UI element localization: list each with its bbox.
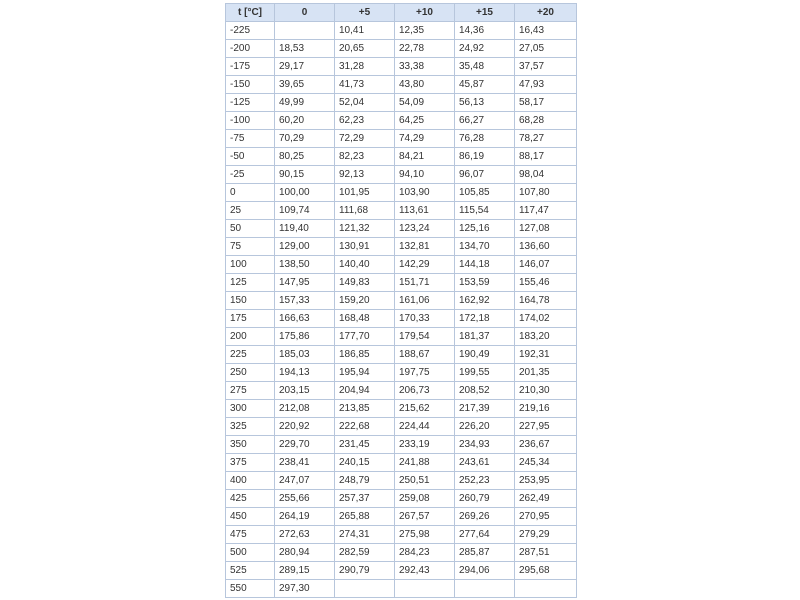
resistance-value-cell: 229,70 <box>275 436 335 454</box>
resistance-value-cell: 136,60 <box>515 238 577 256</box>
resistance-value-cell: 113,61 <box>395 202 455 220</box>
resistance-value-cell: 224,44 <box>395 418 455 436</box>
resistance-value-cell: 234,93 <box>455 436 515 454</box>
resistance-value-cell: 84,21 <box>395 148 455 166</box>
resistance-value-cell: 227,95 <box>515 418 577 436</box>
resistance-value-cell: 222,68 <box>335 418 395 436</box>
resistance-value-cell: 64,25 <box>395 112 455 130</box>
temperature-cell: -25 <box>226 166 275 184</box>
resistance-value-cell: 155,46 <box>515 274 577 292</box>
resistance-value-cell: 132,81 <box>395 238 455 256</box>
resistance-value-cell: 179,54 <box>395 328 455 346</box>
resistance-value-cell: 272,63 <box>275 526 335 544</box>
temperature-cell: -75 <box>226 130 275 148</box>
resistance-value-cell: 27,05 <box>515 40 577 58</box>
resistance-value-cell: 60,20 <box>275 112 335 130</box>
header-cell-offset-0: 0 <box>275 4 335 22</box>
resistance-value-cell: 213,85 <box>335 400 395 418</box>
resistance-value-cell: 86,19 <box>455 148 515 166</box>
temperature-cell: 425 <box>226 490 275 508</box>
resistance-value-cell: 138,50 <box>275 256 335 274</box>
resistance-value-cell: 24,92 <box>455 40 515 58</box>
table-row <box>226 94 577 112</box>
resistance-value-cell: 49,99 <box>275 94 335 112</box>
table-row <box>226 292 577 310</box>
resistance-value-cell: 151,71 <box>395 274 455 292</box>
resistance-value-cell: 31,28 <box>335 58 395 76</box>
resistance-value-cell: 121,32 <box>335 220 395 238</box>
table-row <box>226 256 577 274</box>
resistance-value-cell: 115,54 <box>455 202 515 220</box>
resistance-value-cell: 62,23 <box>335 112 395 130</box>
resistance-value-cell: 10,41 <box>335 22 395 40</box>
table-header <box>226 4 577 22</box>
temperature-cell: 150 <box>226 292 275 310</box>
resistance-value-cell: 289,15 <box>275 562 335 580</box>
resistance-value-cell: 58,17 <box>515 94 577 112</box>
table-row <box>226 364 577 382</box>
resistance-value-cell: 201,35 <box>515 364 577 382</box>
resistance-value-cell: 82,23 <box>335 148 395 166</box>
temperature-cell: 75 <box>226 238 275 256</box>
temperature-cell: 200 <box>226 328 275 346</box>
header-cell-offset-15: +15 <box>455 4 515 22</box>
temperature-cell: 375 <box>226 454 275 472</box>
table-row <box>226 346 577 364</box>
temperature-cell: 525 <box>226 562 275 580</box>
resistance-value-cell: 109,74 <box>275 202 335 220</box>
resistance-value-cell: 287,51 <box>515 544 577 562</box>
resistance-value-cell: 294,06 <box>455 562 515 580</box>
table-row <box>226 130 577 148</box>
resistance-value-cell: 215,62 <box>395 400 455 418</box>
resistance-value-cell: 174,02 <box>515 310 577 328</box>
resistance-value-cell: 277,64 <box>455 526 515 544</box>
resistance-value-cell: 243,61 <box>455 454 515 472</box>
temperature-cell: 125 <box>226 274 275 292</box>
temperature-cell: -100 <box>226 112 275 130</box>
resistance-value-cell: 149,83 <box>335 274 395 292</box>
resistance-value-cell: 47,93 <box>515 76 577 94</box>
table-row <box>226 580 577 598</box>
resistance-value-cell: 274,31 <box>335 526 395 544</box>
resistance-value-cell: 267,57 <box>395 508 455 526</box>
resistance-value-cell: 101,95 <box>335 184 395 202</box>
temperature-cell: 50 <box>226 220 275 238</box>
table-row <box>226 166 577 184</box>
resistance-value-cell: 217,39 <box>455 400 515 418</box>
resistance-value-cell: 98,04 <box>515 166 577 184</box>
resistance-value-cell: 14,36 <box>455 22 515 40</box>
temperature-cell: 450 <box>226 508 275 526</box>
resistance-value-cell: 140,40 <box>335 256 395 274</box>
resistance-value-cell: 170,33 <box>395 310 455 328</box>
resistance-value-cell: 117,47 <box>515 202 577 220</box>
temperature-cell: 25 <box>226 202 275 220</box>
table-row <box>226 184 577 202</box>
resistance-value-cell: 12,35 <box>395 22 455 40</box>
resistance-value-cell: 183,20 <box>515 328 577 346</box>
table-row <box>226 328 577 346</box>
resistance-value-cell: 204,94 <box>335 382 395 400</box>
table-row <box>226 418 577 436</box>
table-row <box>226 490 577 508</box>
resistance-value-cell <box>335 580 395 598</box>
resistance-value-cell: 96,07 <box>455 166 515 184</box>
resistance-value-cell: 127,08 <box>515 220 577 238</box>
resistance-value-cell: 238,41 <box>275 454 335 472</box>
resistance-value-cell: 146,07 <box>515 256 577 274</box>
resistance-value-cell: 105,85 <box>455 184 515 202</box>
resistance-value-cell: 147,95 <box>275 274 335 292</box>
resistance-value-cell: 264,19 <box>275 508 335 526</box>
resistance-value-cell: 164,78 <box>515 292 577 310</box>
temperature-cell: 250 <box>226 364 275 382</box>
table-row <box>226 508 577 526</box>
resistance-value-cell: 56,13 <box>455 94 515 112</box>
resistance-value-cell: 297,30 <box>275 580 335 598</box>
temperature-cell: 475 <box>226 526 275 544</box>
resistance-value-cell: 161,06 <box>395 292 455 310</box>
temperature-cell: 350 <box>226 436 275 454</box>
temperature-cell: 300 <box>226 400 275 418</box>
resistance-value-cell: 130,91 <box>335 238 395 256</box>
table-row <box>226 202 577 220</box>
resistance-value-cell <box>275 22 335 40</box>
temperature-cell: -175 <box>226 58 275 76</box>
resistance-value-cell: 241,88 <box>395 454 455 472</box>
resistance-value-cell: 153,59 <box>455 274 515 292</box>
table-row <box>226 454 577 472</box>
header-cell-offset-10: +10 <box>395 4 455 22</box>
resistance-value-cell: 181,37 <box>455 328 515 346</box>
resistance-value-cell: 20,65 <box>335 40 395 58</box>
resistance-value-cell: 175,86 <box>275 328 335 346</box>
resistance-value-cell: 39,65 <box>275 76 335 94</box>
temperature-cell: 325 <box>226 418 275 436</box>
resistance-value-cell: 240,15 <box>335 454 395 472</box>
resistance-value-cell: 43,80 <box>395 76 455 94</box>
table-row <box>226 148 577 166</box>
resistance-value-cell: 245,34 <box>515 454 577 472</box>
resistance-value-cell: 78,27 <box>515 130 577 148</box>
resistance-value-cell: 74,29 <box>395 130 455 148</box>
resistance-value-cell: 144,18 <box>455 256 515 274</box>
resistance-value-cell: 41,73 <box>335 76 395 94</box>
resistance-value-cell: 119,40 <box>275 220 335 238</box>
resistance-value-cell: 186,85 <box>335 346 395 364</box>
resistance-value-cell: 168,48 <box>335 310 395 328</box>
resistance-value-cell: 190,49 <box>455 346 515 364</box>
resistance-value-cell: 68,28 <box>515 112 577 130</box>
resistance-value-cell: 159,20 <box>335 292 395 310</box>
resistance-value-cell: 247,07 <box>275 472 335 490</box>
resistance-value-cell: 257,37 <box>335 490 395 508</box>
resistance-value-cell: 260,79 <box>455 490 515 508</box>
resistance-value-cell: 203,15 <box>275 382 335 400</box>
resistance-value-cell: 80,25 <box>275 148 335 166</box>
temperature-cell: 225 <box>226 346 275 364</box>
resistance-value-cell: 94,10 <box>395 166 455 184</box>
table-row <box>226 58 577 76</box>
resistance-value-cell: 70,29 <box>275 130 335 148</box>
table-row <box>226 22 577 40</box>
table-row <box>226 112 577 130</box>
resistance-value-cell: 16,43 <box>515 22 577 40</box>
resistance-table-container <box>225 3 576 598</box>
resistance-value-cell <box>455 580 515 598</box>
table-row <box>226 310 577 328</box>
resistance-value-cell: 29,17 <box>275 58 335 76</box>
table-body <box>226 22 577 598</box>
resistance-value-cell: 37,57 <box>515 58 577 76</box>
resistance-value-cell: 52,04 <box>335 94 395 112</box>
resistance-value-cell: 210,30 <box>515 382 577 400</box>
resistance-value-cell <box>395 580 455 598</box>
table-row <box>226 472 577 490</box>
temperature-cell: -150 <box>226 76 275 94</box>
resistance-value-cell: 250,51 <box>395 472 455 490</box>
resistance-value-cell: 259,08 <box>395 490 455 508</box>
resistance-value-cell: 103,90 <box>395 184 455 202</box>
resistance-value-cell: 280,94 <box>275 544 335 562</box>
resistance-value-cell: 35,48 <box>455 58 515 76</box>
resistance-value-cell: 123,24 <box>395 220 455 238</box>
resistance-value-cell: 188,67 <box>395 346 455 364</box>
resistance-value-cell: 92,13 <box>335 166 395 184</box>
resistance-value-cell: 270,95 <box>515 508 577 526</box>
resistance-value-cell: 197,75 <box>395 364 455 382</box>
temperature-cell: -125 <box>226 94 275 112</box>
resistance-value-cell: 219,16 <box>515 400 577 418</box>
resistance-value-cell: 236,67 <box>515 436 577 454</box>
resistance-value-cell: 166,63 <box>275 310 335 328</box>
table-row <box>226 382 577 400</box>
table-row <box>226 238 577 256</box>
resistance-value-cell: 233,19 <box>395 436 455 454</box>
temperature-cell: -225 <box>226 22 275 40</box>
resistance-value-cell: 142,29 <box>395 256 455 274</box>
resistance-value-cell: 134,70 <box>455 238 515 256</box>
resistance-value-cell: 45,87 <box>455 76 515 94</box>
table-row <box>226 544 577 562</box>
table-row <box>226 40 577 58</box>
resistance-value-cell <box>515 580 577 598</box>
resistance-value-cell: 18,53 <box>275 40 335 58</box>
header-cell-offset-5: +5 <box>335 4 395 22</box>
resistance-value-cell: 177,70 <box>335 328 395 346</box>
resistance-value-cell: 295,68 <box>515 562 577 580</box>
resistance-value-cell: 194,13 <box>275 364 335 382</box>
resistance-value-cell: 290,79 <box>335 562 395 580</box>
table-row <box>226 562 577 580</box>
resistance-value-cell: 185,03 <box>275 346 335 364</box>
resistance-value-cell: 172,18 <box>455 310 515 328</box>
resistance-value-cell: 255,66 <box>275 490 335 508</box>
temperature-cell: -50 <box>226 148 275 166</box>
resistance-value-cell: 129,00 <box>275 238 335 256</box>
resistance-value-cell: 212,08 <box>275 400 335 418</box>
resistance-value-cell: 206,73 <box>395 382 455 400</box>
resistance-value-cell: 33,38 <box>395 58 455 76</box>
resistance-value-cell: 275,98 <box>395 526 455 544</box>
resistance-value-cell: 162,92 <box>455 292 515 310</box>
resistance-value-cell: 284,23 <box>395 544 455 562</box>
temperature-cell: 100 <box>226 256 275 274</box>
resistance-value-cell: 90,15 <box>275 166 335 184</box>
temperature-cell: 175 <box>226 310 275 328</box>
resistance-value-cell: 125,16 <box>455 220 515 238</box>
resistance-value-cell: 54,09 <box>395 94 455 112</box>
resistance-value-cell: 292,43 <box>395 562 455 580</box>
resistance-value-cell: 195,94 <box>335 364 395 382</box>
resistance-value-cell: 265,88 <box>335 508 395 526</box>
header-cell-temperature: t [°C] <box>226 4 275 22</box>
resistance-value-cell: 262,49 <box>515 490 577 508</box>
table-row <box>226 436 577 454</box>
table-row <box>226 274 577 292</box>
resistance-value-cell: 107,80 <box>515 184 577 202</box>
header-cell-offset-20: +20 <box>515 4 577 22</box>
resistance-value-cell: 100,00 <box>275 184 335 202</box>
resistance-value-cell: 208,52 <box>455 382 515 400</box>
resistance-value-cell: 111,68 <box>335 202 395 220</box>
resistance-value-cell: 192,31 <box>515 346 577 364</box>
temperature-cell: 275 <box>226 382 275 400</box>
temperature-cell: 0 <box>226 184 275 202</box>
temperature-cell: 550 <box>226 580 275 598</box>
resistance-value-cell: 66,27 <box>455 112 515 130</box>
resistance-value-cell: 199,55 <box>455 364 515 382</box>
resistance-value-cell: 220,92 <box>275 418 335 436</box>
header-row <box>226 4 577 22</box>
resistance-value-cell: 252,23 <box>455 472 515 490</box>
resistance-value-cell: 253,95 <box>515 472 577 490</box>
temperature-cell: -200 <box>226 40 275 58</box>
table-row <box>226 76 577 94</box>
resistance-value-cell: 22,78 <box>395 40 455 58</box>
table-row <box>226 526 577 544</box>
resistance-table <box>225 3 577 598</box>
table-row <box>226 400 577 418</box>
resistance-value-cell: 226,20 <box>455 418 515 436</box>
resistance-value-cell: 279,29 <box>515 526 577 544</box>
resistance-value-cell: 72,29 <box>335 130 395 148</box>
temperature-cell: 500 <box>226 544 275 562</box>
resistance-value-cell: 269,26 <box>455 508 515 526</box>
temperature-cell: 400 <box>226 472 275 490</box>
resistance-value-cell: 231,45 <box>335 436 395 454</box>
resistance-value-cell: 76,28 <box>455 130 515 148</box>
resistance-value-cell: 285,87 <box>455 544 515 562</box>
resistance-value-cell: 282,59 <box>335 544 395 562</box>
resistance-value-cell: 88,17 <box>515 148 577 166</box>
resistance-value-cell: 248,79 <box>335 472 395 490</box>
table-row <box>226 220 577 238</box>
resistance-value-cell: 157,33 <box>275 292 335 310</box>
